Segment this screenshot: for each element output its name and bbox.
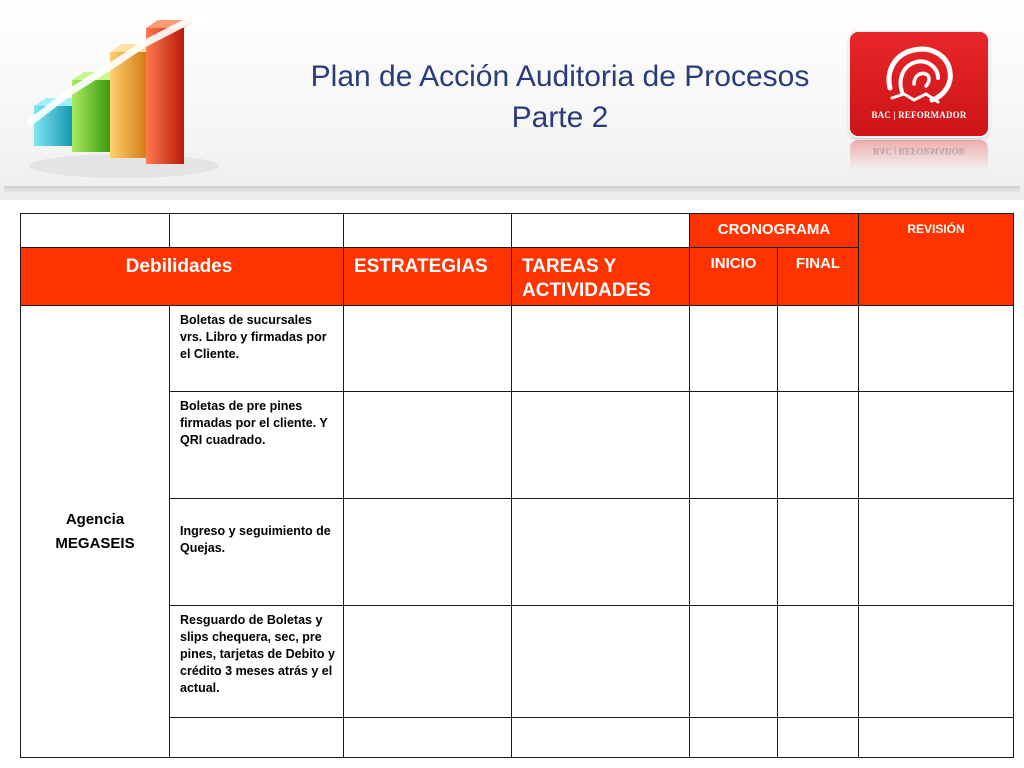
start-cell	[690, 718, 778, 758]
weakness-cell: Boletas de pre pines firmadas por el cliente. Y QRI cuadrado.	[170, 392, 344, 499]
strategy-cell	[344, 499, 512, 606]
start-cell	[690, 606, 778, 718]
task-cell	[512, 606, 690, 718]
revision-cell	[859, 306, 1014, 392]
end-cell	[778, 606, 859, 718]
header-inicio: INICIO	[690, 248, 778, 306]
header-revision: REVISIÓN	[859, 214, 1014, 306]
task-cell	[512, 499, 690, 606]
start-cell	[690, 499, 778, 606]
start-cell	[690, 306, 778, 392]
table-row	[21, 718, 1014, 758]
header-final: FINAL	[778, 248, 859, 306]
logo-text: BAC | REFORMADOR	[871, 110, 967, 120]
bar-chart-growth-icon	[24, 14, 224, 189]
header-estrategias: ESTRATEGIAS	[344, 248, 512, 306]
slide-title	[280, 56, 840, 138]
table-cell	[512, 214, 690, 248]
task-cell	[512, 306, 690, 392]
table-cell	[170, 214, 344, 248]
start-cell	[690, 392, 778, 499]
bank-logo	[850, 32, 988, 136]
table-row	[21, 392, 1014, 499]
logo-reflection-text: BAC | REFORMADOR	[873, 146, 965, 156]
strategy-cell	[344, 606, 512, 718]
header-cronograma: CRONOGRAMA	[690, 214, 859, 248]
title-line-2: Parte 2	[511, 101, 609, 134]
agency-cell	[21, 306, 170, 758]
revision-cell	[859, 718, 1014, 758]
agency-label: Agencia	[65, 510, 125, 528]
table-row	[21, 606, 1014, 718]
table-row	[21, 499, 1014, 606]
lion-head-icon	[880, 44, 958, 108]
weakness-cell: Ingreso y seguimiento de Quejas.	[170, 499, 344, 606]
task-cell	[512, 718, 690, 758]
header-debilidades: Debilidades	[21, 248, 344, 306]
action-plan-table	[20, 213, 1014, 758]
weakness-cell: Resguardo de Boletas y slips chequera, sec, pre pines, tarjetas de Debito y crédito 3 meses atrás y el actual.	[170, 606, 344, 718]
revision-cell	[859, 606, 1014, 718]
end-cell	[778, 718, 859, 758]
table-row	[21, 214, 1014, 248]
header-tareas: TAREAS Y ACTIVIDADES	[512, 248, 690, 306]
strategy-cell	[344, 718, 512, 758]
end-cell	[778, 392, 859, 499]
end-cell	[778, 499, 859, 606]
table-cell	[21, 214, 170, 248]
strategy-cell	[344, 306, 512, 392]
revision-cell	[859, 392, 1014, 499]
weakness-cell	[170, 718, 344, 758]
weakness-cell: Boletas de sucursales vrs. Libro y firmadas por el Cliente.	[170, 306, 344, 392]
task-cell	[512, 392, 690, 499]
logo-reflection	[850, 140, 988, 170]
end-cell	[778, 306, 859, 392]
table-row	[21, 306, 1014, 392]
revision-cell	[859, 499, 1014, 606]
title-line-1: Plan de Acción Auditoria de Procesos	[310, 60, 810, 93]
agency-name: MEGASEIS	[55, 534, 135, 552]
table-cell	[344, 214, 512, 248]
strategy-cell	[344, 392, 512, 499]
